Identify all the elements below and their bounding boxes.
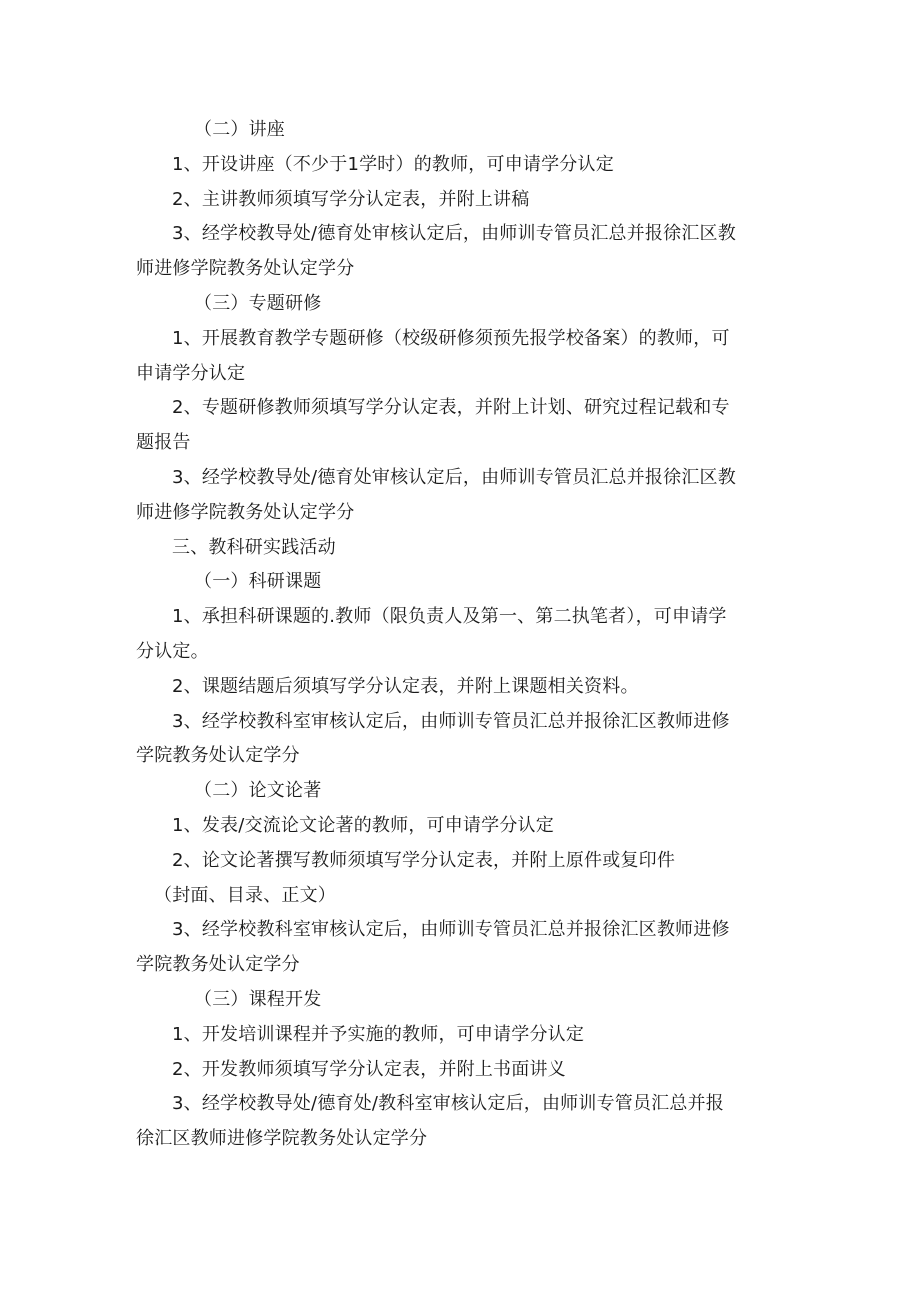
text-line: 1、承担科研课题的.教师（限负责人及第一、第二执笔者），可申请学 <box>172 606 727 628</box>
text-line: 学院教务处认定学分 <box>136 745 300 767</box>
text-line: 1、开展教育教学专题研修（校级研修须预先报学校备案）的教师，可 <box>172 327 730 349</box>
text-line: 2、专题研修教师须填写学分认定表，并附上计划、研究过程记载和专 <box>172 397 730 419</box>
text-line: 2、开发教师须填写学分认定表，并附上书面讲义 <box>172 1058 566 1080</box>
text-line: 3、经学校教科室审核认定后，由师训专管员汇总并报徐汇区教师进修 <box>172 710 730 732</box>
text-line: 师进修学院教务处认定学分 <box>136 258 355 280</box>
text-line: 3、经学校教导处/德育处审核认定后，由师训专管员汇总并报徐汇区教 <box>172 223 736 245</box>
text-line: 1、开设讲座（不少于1学时）的教师，可申请学分认定 <box>172 153 614 175</box>
text-line: （三）课程开发 <box>194 988 322 1010</box>
text-line: （二）论文论著 <box>194 780 322 802</box>
text-line: 题报告 <box>136 432 191 454</box>
text-line: 师进修学院教务处认定学分 <box>136 501 355 523</box>
text-line: 3、经学校教导处/德育处审核认定后，由师训专管员汇总并报徐汇区教 <box>172 466 736 488</box>
text-line: 徐汇区教师进修学院教务处认定学分 <box>136 1128 428 1150</box>
text-line: 1、开发培训课程并予实施的教师，可申请学分认定 <box>172 1023 585 1045</box>
text-line: （三）专题研修 <box>194 292 322 314</box>
document-body <box>136 113 792 1157</box>
text-line: 3、经学校教导处/德育处/教科室审核认定后，由师训专管员汇总并报 <box>172 1093 724 1115</box>
text-line: （二）讲座 <box>194 119 285 140</box>
text-line: 1、发表/交流论文论著的教师，可申请学分认定 <box>172 814 554 836</box>
text-line: 2、课题结题后须填写学分认定表，并附上课题相关资料。 <box>172 675 639 697</box>
text-line: （封面、目录、正文） <box>154 884 336 906</box>
text-line: 分认定。 <box>136 640 209 662</box>
text-line: 三、教科研实践活动 <box>172 536 336 558</box>
text-line: （一）科研课题 <box>194 571 322 593</box>
text-line: 3、经学校教科室审核认定后，由师训专管员汇总并报徐汇区教师进修 <box>172 919 730 941</box>
text-line: 2、主讲教师须填写学分认定表，并附上讲稿 <box>172 188 530 210</box>
text-line: 申请学分认定 <box>136 362 246 384</box>
text-line: 学院教务处认定学分 <box>136 954 300 976</box>
text-line: 2、论文论著撰写教师须填写学分认定表，并附上原件或复印件 <box>172 849 676 871</box>
